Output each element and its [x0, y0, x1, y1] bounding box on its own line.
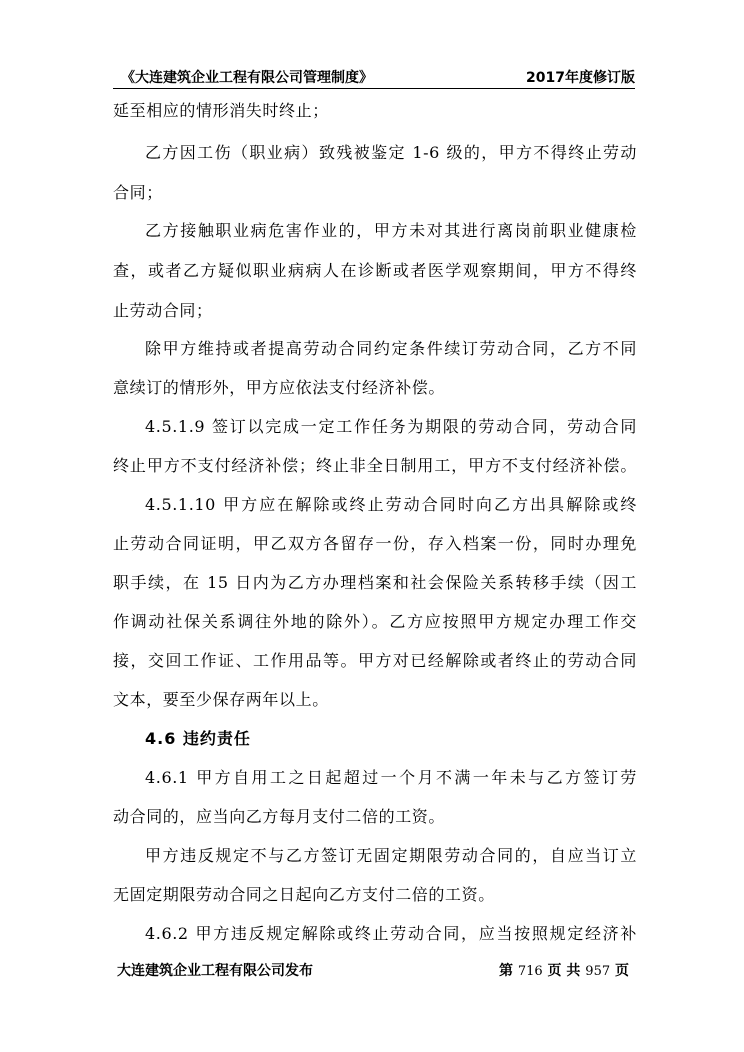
- page-mid: 页 共: [547, 963, 581, 979]
- text-line: 4.6.2 甲方违反规定解除或终止劳动合同，应当按照规定经济补: [145, 924, 637, 943]
- text-line: 4.6.1 甲方自用工之日起超过一个月不满一年未与乙方签订劳: [145, 768, 637, 787]
- text-line: 延至相应的情形消失时终止；: [113, 101, 329, 120]
- text-line: 终止甲方不支付经济补偿；终止非全日制用工，甲方不支付经济补偿。: [113, 456, 637, 475]
- publisher-label: 大连建筑企业工程有限公司发布: [117, 963, 313, 979]
- text-line: 意续订的情形外，甲方应依法支付经济补偿。: [113, 378, 446, 397]
- page-current: 716: [517, 964, 543, 979]
- section-heading: 4.6 违约责任: [145, 729, 251, 748]
- text-line: 乙方接触职业病危害作业的，甲方未对其进行离岗前职业健康检: [145, 221, 637, 240]
- text-line: 止劳动合同证明，甲乙双方各留存一份，存入档案一份，同时办理免: [113, 534, 637, 553]
- text-line: 止劳动合同；: [113, 301, 213, 320]
- text-line: 乙方因工伤（职业病）致残被鉴定 1-6 级的，甲方不得终止劳动: [145, 143, 637, 162]
- page-number: [499, 960, 629, 980]
- text-line: 除甲方维持或者提高劳动合同约定条件续订劳动合同，乙方不同: [145, 339, 637, 358]
- text-line: 合同；: [113, 183, 163, 202]
- text-line: 4.5.1.9 签订以完成一定工作任务为期限的劳动合同，劳动合同: [145, 417, 637, 436]
- page-footer: [113, 960, 637, 980]
- text-line: 甲方违反规定不与乙方签订无固定期限劳动合同的，自应当订立: [145, 846, 637, 865]
- text-line: 职手续，在 15 日内为乙方办理档案和社会保险关系转移手续（因工: [113, 573, 637, 592]
- document-title: 《大连建筑企业工程有限公司管理制度》: [121, 70, 373, 86]
- page-total: 957: [585, 964, 611, 979]
- page-prefix: 第: [498, 963, 513, 979]
- text-line: 作调动社保关系调往外地的除外）。乙方应按照甲方规定办理工作交: [113, 612, 637, 631]
- text-line: 无固定期限劳动合同之日起向乙方支付二倍的工资。: [113, 885, 495, 904]
- text-line: 接，交回工作证、工作用品等。甲方对已经解除或者终止的劳动合同: [113, 651, 637, 670]
- text-line: 动合同的，应当向乙方每月支付二倍的工资。: [113, 807, 446, 826]
- page-header: [113, 62, 635, 89]
- text-line: 文本，要至少保存两年以上。: [113, 690, 329, 709]
- text-line: 查，或者乙方疑似职业病病人在诊断或者医学观察期间，甲方不得终: [113, 261, 637, 280]
- text-line: 4.5.1.10 甲方应在解除或终止劳动合同时向乙方出具解除或终: [145, 495, 637, 514]
- page-suffix: 页: [615, 963, 629, 979]
- document-version: 2017年度修订版: [526, 70, 635, 86]
